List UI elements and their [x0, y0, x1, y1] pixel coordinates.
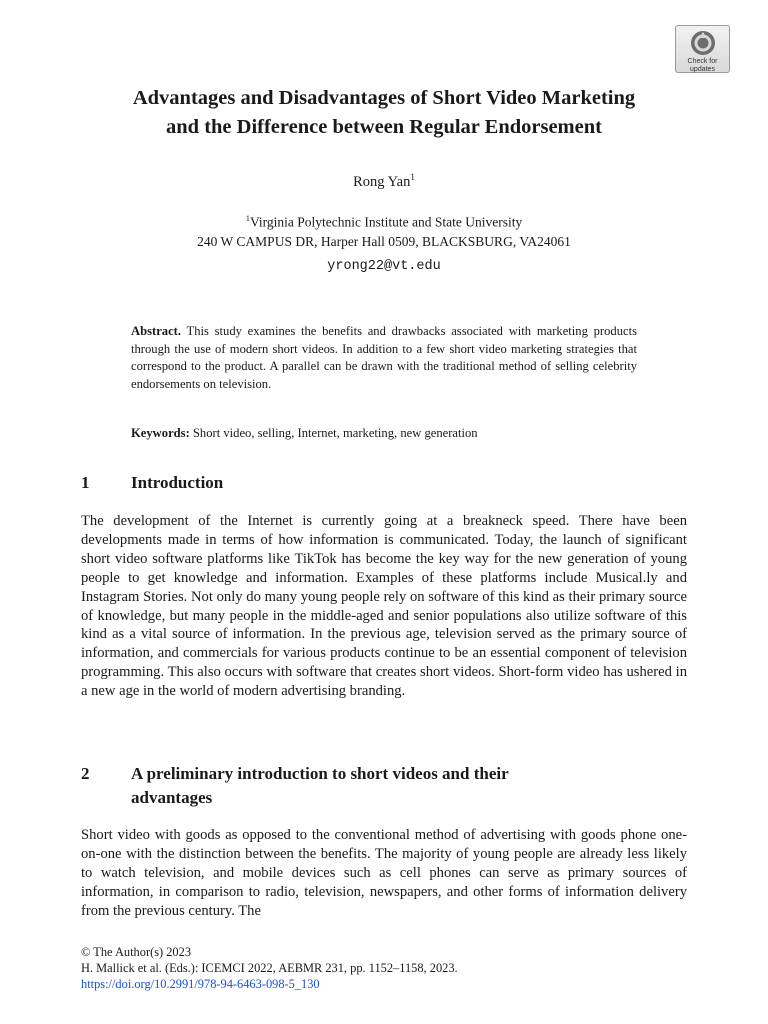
- section-2-body: Short video with goods as opposed to the conventional method of advertising with goods phone one-on-one with the distinction between the benefits. The majority of young people are already less likely to watch television, and mobile devices such as cell phones can serve as primary sources of information, in comparison to radio, television, newspapers, and other forms of information delivery from the previous century. The: [81, 827, 687, 919]
- footer-copyright: © The Author(s) 2023: [81, 945, 192, 959]
- affiliation-mark: 1: [245, 213, 250, 223]
- abstract-label: Abstract.: [131, 324, 182, 338]
- title-line-1: Advantages and Disadvantages of Short Video Marketing: [132, 87, 636, 109]
- footer-citation: H. Mallick et al. (Eds.): ICEMCI 2022, AEBMR 231, pp. 1152–1158, 2023.: [81, 961, 458, 975]
- section-1-title: Introduction: [131, 473, 224, 492]
- author-email[interactable]: yrong22@vt.edu: [327, 259, 441, 274]
- section-2-title-line-2: advantages: [131, 788, 213, 807]
- abstract: [131, 323, 637, 393]
- badge-label: [676, 58, 729, 73]
- keywords: [131, 425, 637, 443]
- paper-title: [0, 84, 768, 142]
- keywords-label: Keywords:: [131, 426, 190, 440]
- abstract-text: This study examines the benefits and drawbacks associated with marketing products through the use of modern short videos. In addition to a few short video marketing strategies that correspond to the product. A parallel can be drawn with the traditional method of selling celebrity endorsements on television.: [131, 324, 637, 391]
- section-2-number: 2: [81, 764, 90, 783]
- author-name: Rong Yan: [353, 173, 411, 190]
- badge-line-1: Check for: [687, 58, 718, 65]
- footer: [81, 944, 701, 992]
- author: [0, 172, 768, 191]
- affiliation-line-1: [0, 209, 768, 232]
- title-line-2: and the Difference between Regular Endorsement: [166, 116, 602, 138]
- footer-doi-link[interactable]: https://doi.org/10.2991/978-94-6463-098-5_130: [81, 977, 320, 991]
- section-2-title-line-1: A preliminary introduction to short videos and their: [131, 764, 509, 783]
- affiliation: [0, 209, 768, 251]
- section-2-heading: [81, 762, 681, 810]
- check-for-updates-badge[interactable]: [675, 25, 730, 73]
- keywords-text: Short video, selling, Internet, marketing, new generation: [189, 426, 478, 440]
- affiliation-institution: Virginia Polytechnic Institute and State University: [249, 214, 523, 230]
- badge-line-2: updates: [690, 65, 715, 73]
- section-1-number: 1: [81, 473, 90, 492]
- author-affiliation-mark: 1: [410, 172, 415, 182]
- affiliation-address: 240 W CAMPUS DR, Harper Hall 0509, BLACKSBURG, VA24061: [197, 233, 571, 249]
- check-for-updates-icon: [688, 29, 718, 57]
- section-1-body: The development of the Internet is currently going at a breakneck speed. There have been developments made in terms of how information is communicated. Today, the launch of significant short video software platforms like TikTok has become the key way for the new generation of young people to get knowledge and information. Examples of these platforms include Musical.ly and Instagram Stories. Not only do many young people rely on software of this kind as their primary source of knowledge, but many people in the middle-aged and senior populations also utilize software of this kind as a vital source of information. In the previous age, television served as the primary source of information, and commercials for various products continue to be an essential component of television programming. This also occurs with software that creates short videos. Short-form video has ushered in a new age in the world of modern advertising branding.: [81, 513, 687, 700]
- section-1-heading: [81, 471, 681, 495]
